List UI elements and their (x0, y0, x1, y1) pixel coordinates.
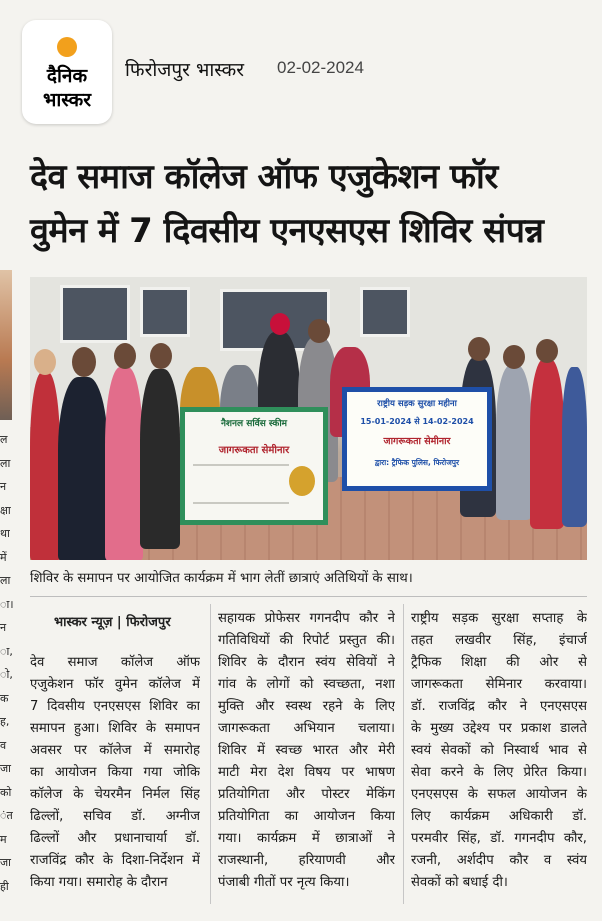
article-line: जागरूकता अभियान चलाया। (218, 721, 395, 736)
headline (30, 150, 590, 258)
article-column-1 (30, 652, 200, 894)
article-line: गतिविधियों की रिपोर्ट प्रस्तुत की। (218, 633, 395, 648)
photo-caption: शिविर के समापन पर आयोजित कार्यक्रम में भाग लेतीं छात्राएं अतिथियों के साथ। (30, 571, 413, 586)
article-line: माटी मेरा देश विषय पर भाषण (218, 765, 395, 780)
article-line: गया। कार्यक्रम में छात्राओं ने (218, 831, 395, 846)
column-divider (403, 604, 404, 904)
banner-text-lines (193, 464, 289, 504)
article-line: राजस्थानी, हरियाणवी और (218, 853, 395, 868)
person (530, 359, 564, 529)
adjacent-text-fragment: ही (0, 879, 9, 893)
adjacent-text-fragment: जा (0, 856, 12, 869)
article-line: गांव के लोगों को स्वच्छता, नशा (218, 677, 395, 692)
group-photo (30, 277, 587, 560)
road-safety-banner (342, 387, 492, 491)
article-line: सेवकों को बधाई दी। (411, 875, 508, 890)
article-line: एनएसएस के सफल आयोजन के (411, 787, 587, 802)
article-line: डॉ. राजविंद्र कौर ने एनएसएस (411, 699, 587, 714)
adjacent-text-fragment: जा (0, 762, 12, 775)
publication-date: 02-02-2024 (277, 58, 364, 77)
article-line: का आयोजन किया गया जोकि (30, 765, 200, 780)
article-column-3 (411, 608, 587, 894)
window (360, 287, 410, 337)
article-line: देव समाज कॉलेज ऑफ (30, 655, 200, 670)
adjacent-text-fragment: ा। (0, 597, 14, 611)
headline-line1: देव समाज कॉलेज ऑफ एजुकेशन फॉर (30, 157, 498, 197)
article-line: स्वयं सेवकों को निस्वार्थ भाव से (411, 743, 587, 758)
article-line: अवसर पर कॉलेज में समारोह (30, 743, 200, 758)
article-line: ढिल्लों, सचिव डॉ. अग्नीज (30, 809, 200, 824)
article-line: ढिल्लों और प्रधानाचार्या डॉ. (30, 831, 200, 846)
person-head (536, 339, 558, 363)
adjacent-text-fragment: को (0, 785, 12, 799)
article-line: सेवा करने के लिए प्रेरित किया। (411, 765, 587, 780)
banner-dates: 15-01-2024 से 14-02-2024 (360, 417, 474, 426)
adjacent-text-fragment: ह, (0, 715, 10, 728)
article-line: शिविर में स्वच्छ भारत और मेरी (218, 743, 395, 758)
adjacent-text-fragment: था (0, 527, 10, 540)
article-line: जागरूकता सेमिनार करवाया। (411, 677, 587, 692)
nss-banner (180, 407, 328, 525)
person-head (150, 343, 172, 369)
dainik-bhaskar-logo (22, 20, 112, 124)
headline-line2: वुमेन में 7 दिवसीय एनएसएस शिविर संपन्न (30, 211, 544, 251)
article-line: समापन हुआ। शिविर के समापन (30, 721, 200, 736)
byline: भास्कर न्यूज़ | फिरोजपुर (54, 615, 171, 630)
article-line: प्रतियोगिता और पोस्टर मेकिंग (218, 787, 395, 802)
banner-heading: नैशनल सर्विस स्कीम (220, 419, 288, 429)
person-head (308, 319, 330, 343)
adjacent-text-fragment: में (0, 550, 7, 564)
person-head (72, 347, 96, 377)
person (562, 367, 587, 527)
person (496, 365, 532, 520)
article-line: राष्ट्रीय सड़क सुरक्षा सप्ताह के (411, 611, 587, 626)
adjacent-text-fragment: ला (0, 574, 11, 587)
article-line: के मुख्य उद्देश्य पर प्रकाश डालते (411, 721, 587, 736)
article-line: प्रतियोगिता का आयोजन किया (218, 809, 395, 824)
adjacent-text-fragment: न (0, 621, 7, 634)
turban (270, 313, 290, 335)
banner-footer: द्वारा: ट्रैफिक पुलिस, फिरोजपुर (374, 458, 460, 467)
article-line: एजुकेशन फॉर वुमेन कॉलेज में (30, 677, 200, 692)
adjacent-column-fragment (0, 270, 14, 910)
emblem-icon (289, 466, 315, 496)
adjacent-text-fragment: ो, (0, 668, 13, 681)
adjacent-text-fragment: व (0, 738, 7, 752)
article-line: लिए कार्यक्रम अधिकारी डॉ. (411, 809, 587, 824)
edition-name: फिरोजपुर भास्कर (125, 59, 244, 81)
article-line: तहत लखवीर सिंह, इंचार्ज (411, 633, 587, 648)
window (140, 287, 190, 337)
article-line: परमवीर सिंह, डॉ. गगनदीप कौर, (411, 831, 587, 846)
adjacent-text-fragment: क (0, 691, 9, 705)
caption-divider (30, 596, 587, 597)
adjacent-text-fragment: क्षा (0, 503, 11, 517)
person (58, 377, 108, 560)
article-line: सहायक प्रोफेसर गगनदीप कौर ने (218, 611, 395, 626)
logo-text-line1: दैनिक (46, 65, 88, 87)
adjacent-text-fragment: ा, (0, 644, 13, 658)
column-divider (210, 604, 211, 904)
article-line: मुक्ति और स्वस्थ रहने के लिए (218, 699, 395, 714)
logo-text-line2: भास्कर (42, 89, 92, 111)
adjacent-text-fragment: म (0, 832, 7, 846)
article-line: किया गया। समारोह के दौरान (30, 875, 168, 890)
adjacent-text-fragment: ंत (0, 809, 13, 822)
sun-icon (57, 37, 77, 57)
banner-subheading: जागरूकता सेमीनार (383, 436, 451, 447)
article-line: 7 दिवसीय एनएसएस शिविर का (30, 699, 200, 714)
person-head (468, 337, 490, 361)
banner-heading: राष्ट्रीय सड़क सुरक्षा महीना (377, 399, 457, 409)
person-head (34, 349, 56, 375)
adjacent-photo-fragment (0, 270, 12, 420)
person (30, 372, 60, 560)
article-line: ट्रैफिक शिक्षा की ओर से (411, 655, 587, 670)
article-line: पंजाबी गीतों पर नृत्य किया। (218, 875, 350, 890)
person (140, 369, 180, 549)
person (105, 367, 143, 560)
adjacent-text-fragment: ला (0, 456, 11, 470)
article-line: कॉलेज के चेयरमैन निर्मल सिंह (30, 787, 200, 802)
article-line: राजविंद्र कौर के दिशा-निर्देशन में (30, 853, 200, 868)
person-head (114, 343, 136, 369)
article-column-2 (218, 608, 395, 894)
window (60, 285, 130, 343)
article-line: रजनी, अर्शदीप कौर व स्वंय (411, 853, 587, 868)
adjacent-text-fragment: ल (0, 433, 8, 446)
adjacent-text-fragment: न (0, 480, 7, 493)
banner-subheading: जागरूकता सेमीनार (218, 445, 290, 456)
article-line: शिविर के दौरान स्वंय सेवियों ने (218, 655, 395, 670)
person-head (503, 345, 525, 369)
